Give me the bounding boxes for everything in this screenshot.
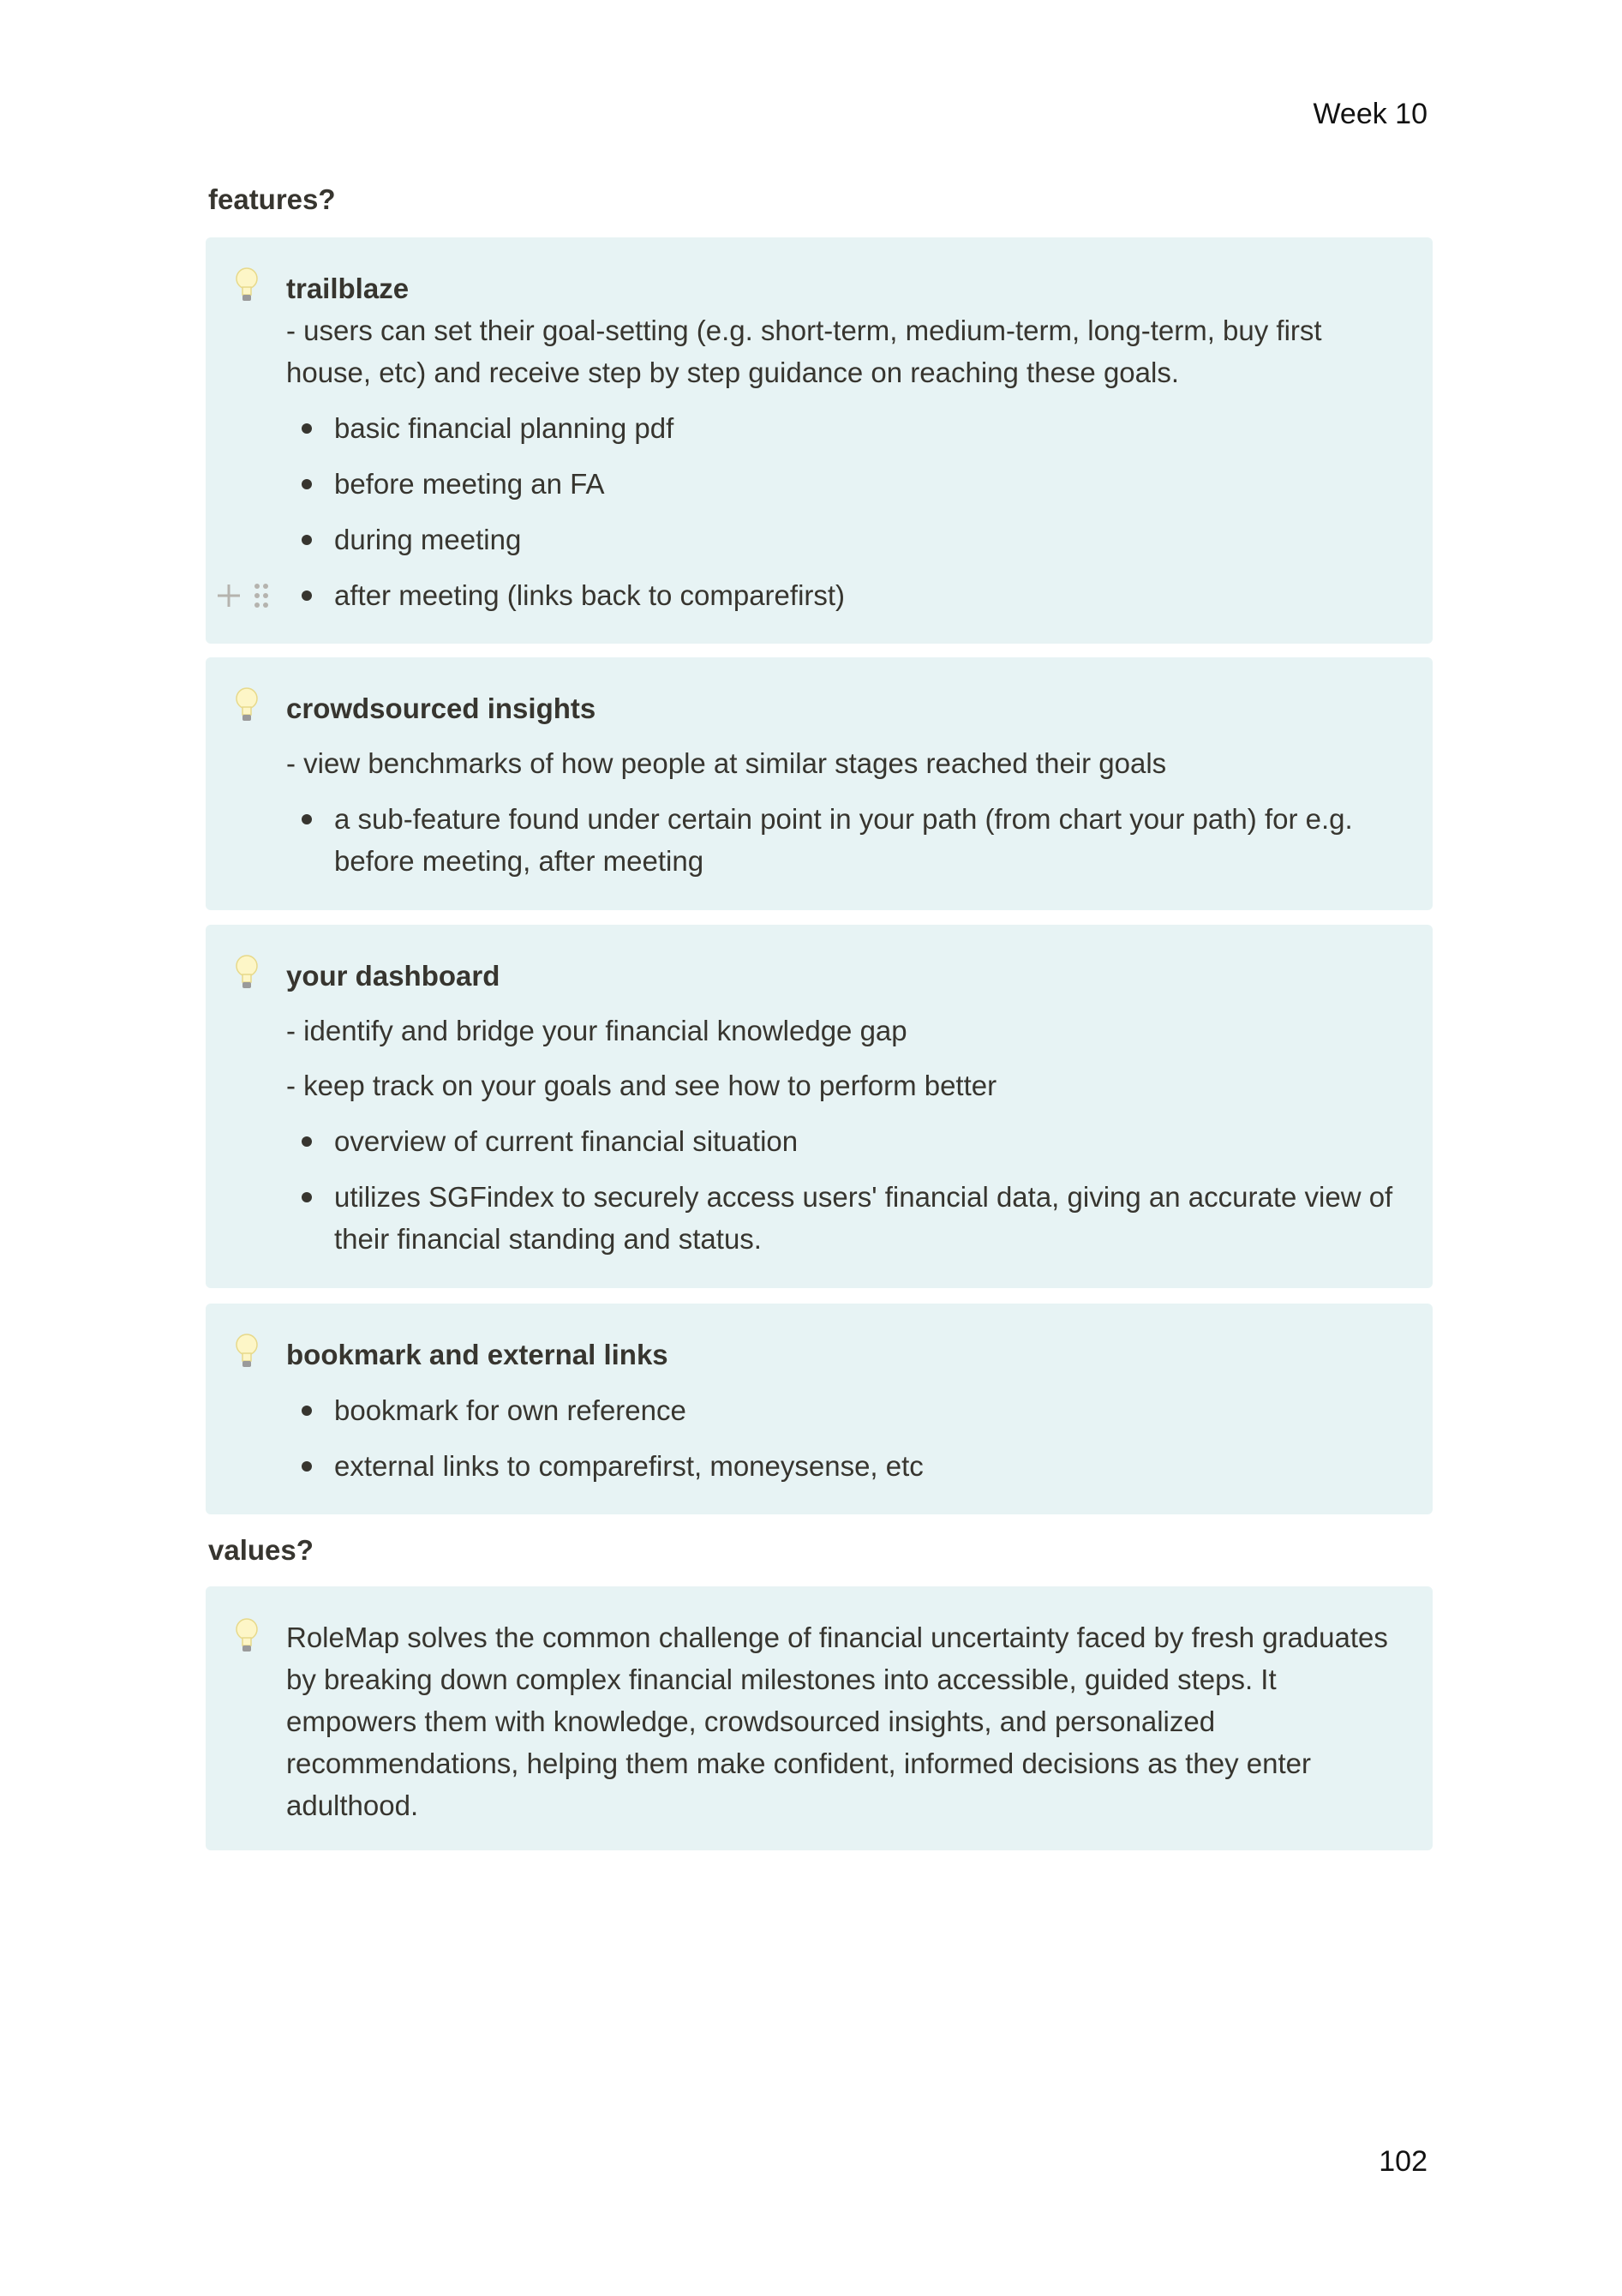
callout-bookmark-external-links xyxy=(206,1304,1433,1514)
plus-icon[interactable] xyxy=(218,584,240,607)
list-item: overview of current financial situation xyxy=(286,1120,1398,1162)
values-heading: values? xyxy=(208,1534,314,1566)
callout-title: crowdsourced insights xyxy=(286,692,596,724)
bullet-list xyxy=(286,1389,1398,1487)
list-item: after meeting (links back to comparefirst) xyxy=(286,574,1398,616)
callout-line: - keep track on your goals and see how to perform better xyxy=(286,1070,997,1101)
lightbulb-icon xyxy=(234,686,260,724)
callout-line: - identify and bridge your financial knowledge gap xyxy=(286,1015,907,1046)
callout-title: trailblaze xyxy=(286,273,410,304)
callout-values xyxy=(206,1586,1433,1850)
list-item: before meeting an FA xyxy=(286,463,1398,505)
week-label: Week 10 xyxy=(1313,98,1427,130)
bullet-list xyxy=(286,1120,1398,1260)
callout-crowdsourced-insights xyxy=(206,657,1433,910)
list-item: a sub-feature found under certain point in your path (from chart your path) for e.g. before meeting, after meeting xyxy=(286,798,1398,882)
list-item: during meeting xyxy=(286,519,1398,561)
features-heading: features? xyxy=(208,183,336,215)
lightbulb-icon xyxy=(234,1617,260,1655)
callout-title: bookmark and external links xyxy=(286,1339,668,1370)
list-item: utilizes SGFindex to securely access users' financial data, giving an accurate view of their financial standing and status. xyxy=(286,1176,1398,1260)
callout-your-dashboard xyxy=(206,925,1433,1288)
bullet-list xyxy=(286,407,1398,616)
callout-description: - view benchmarks of how people at similar stages reached their goals xyxy=(286,747,1167,779)
callout-description: - users can set their goal-setting (e.g. short-term, medium-term, long-term, buy first house, etc) and receive step by step guidance on reaching these goals. xyxy=(286,315,1322,388)
lightbulb-icon xyxy=(234,1333,260,1370)
callout-trailblaze xyxy=(206,237,1433,644)
list-item: bookmark for own reference xyxy=(286,1389,1398,1431)
block-controls[interactable] xyxy=(214,578,283,613)
bullet-list xyxy=(286,798,1398,882)
lightbulb-icon xyxy=(234,954,260,992)
list-item: external links to comparefirst, moneysense, etc xyxy=(286,1445,1398,1487)
callout-title: your dashboard xyxy=(286,960,500,992)
lightbulb-icon xyxy=(234,267,260,304)
page-number: 102 xyxy=(1379,2145,1427,2178)
values-paragraph: RoleMap solves the common challenge of financial uncertainty faced by fresh graduates by breaking down complex financial milestones into accessible, guided steps. It empowers them with knowledge, crowdsourced insights, and personalized recommendations, helping them make confident, informed decisions as they enter adulthood. xyxy=(286,1622,1388,1821)
drag-handle-icon[interactable] xyxy=(254,584,268,608)
list-item: basic financial planning pdf xyxy=(286,407,1398,449)
